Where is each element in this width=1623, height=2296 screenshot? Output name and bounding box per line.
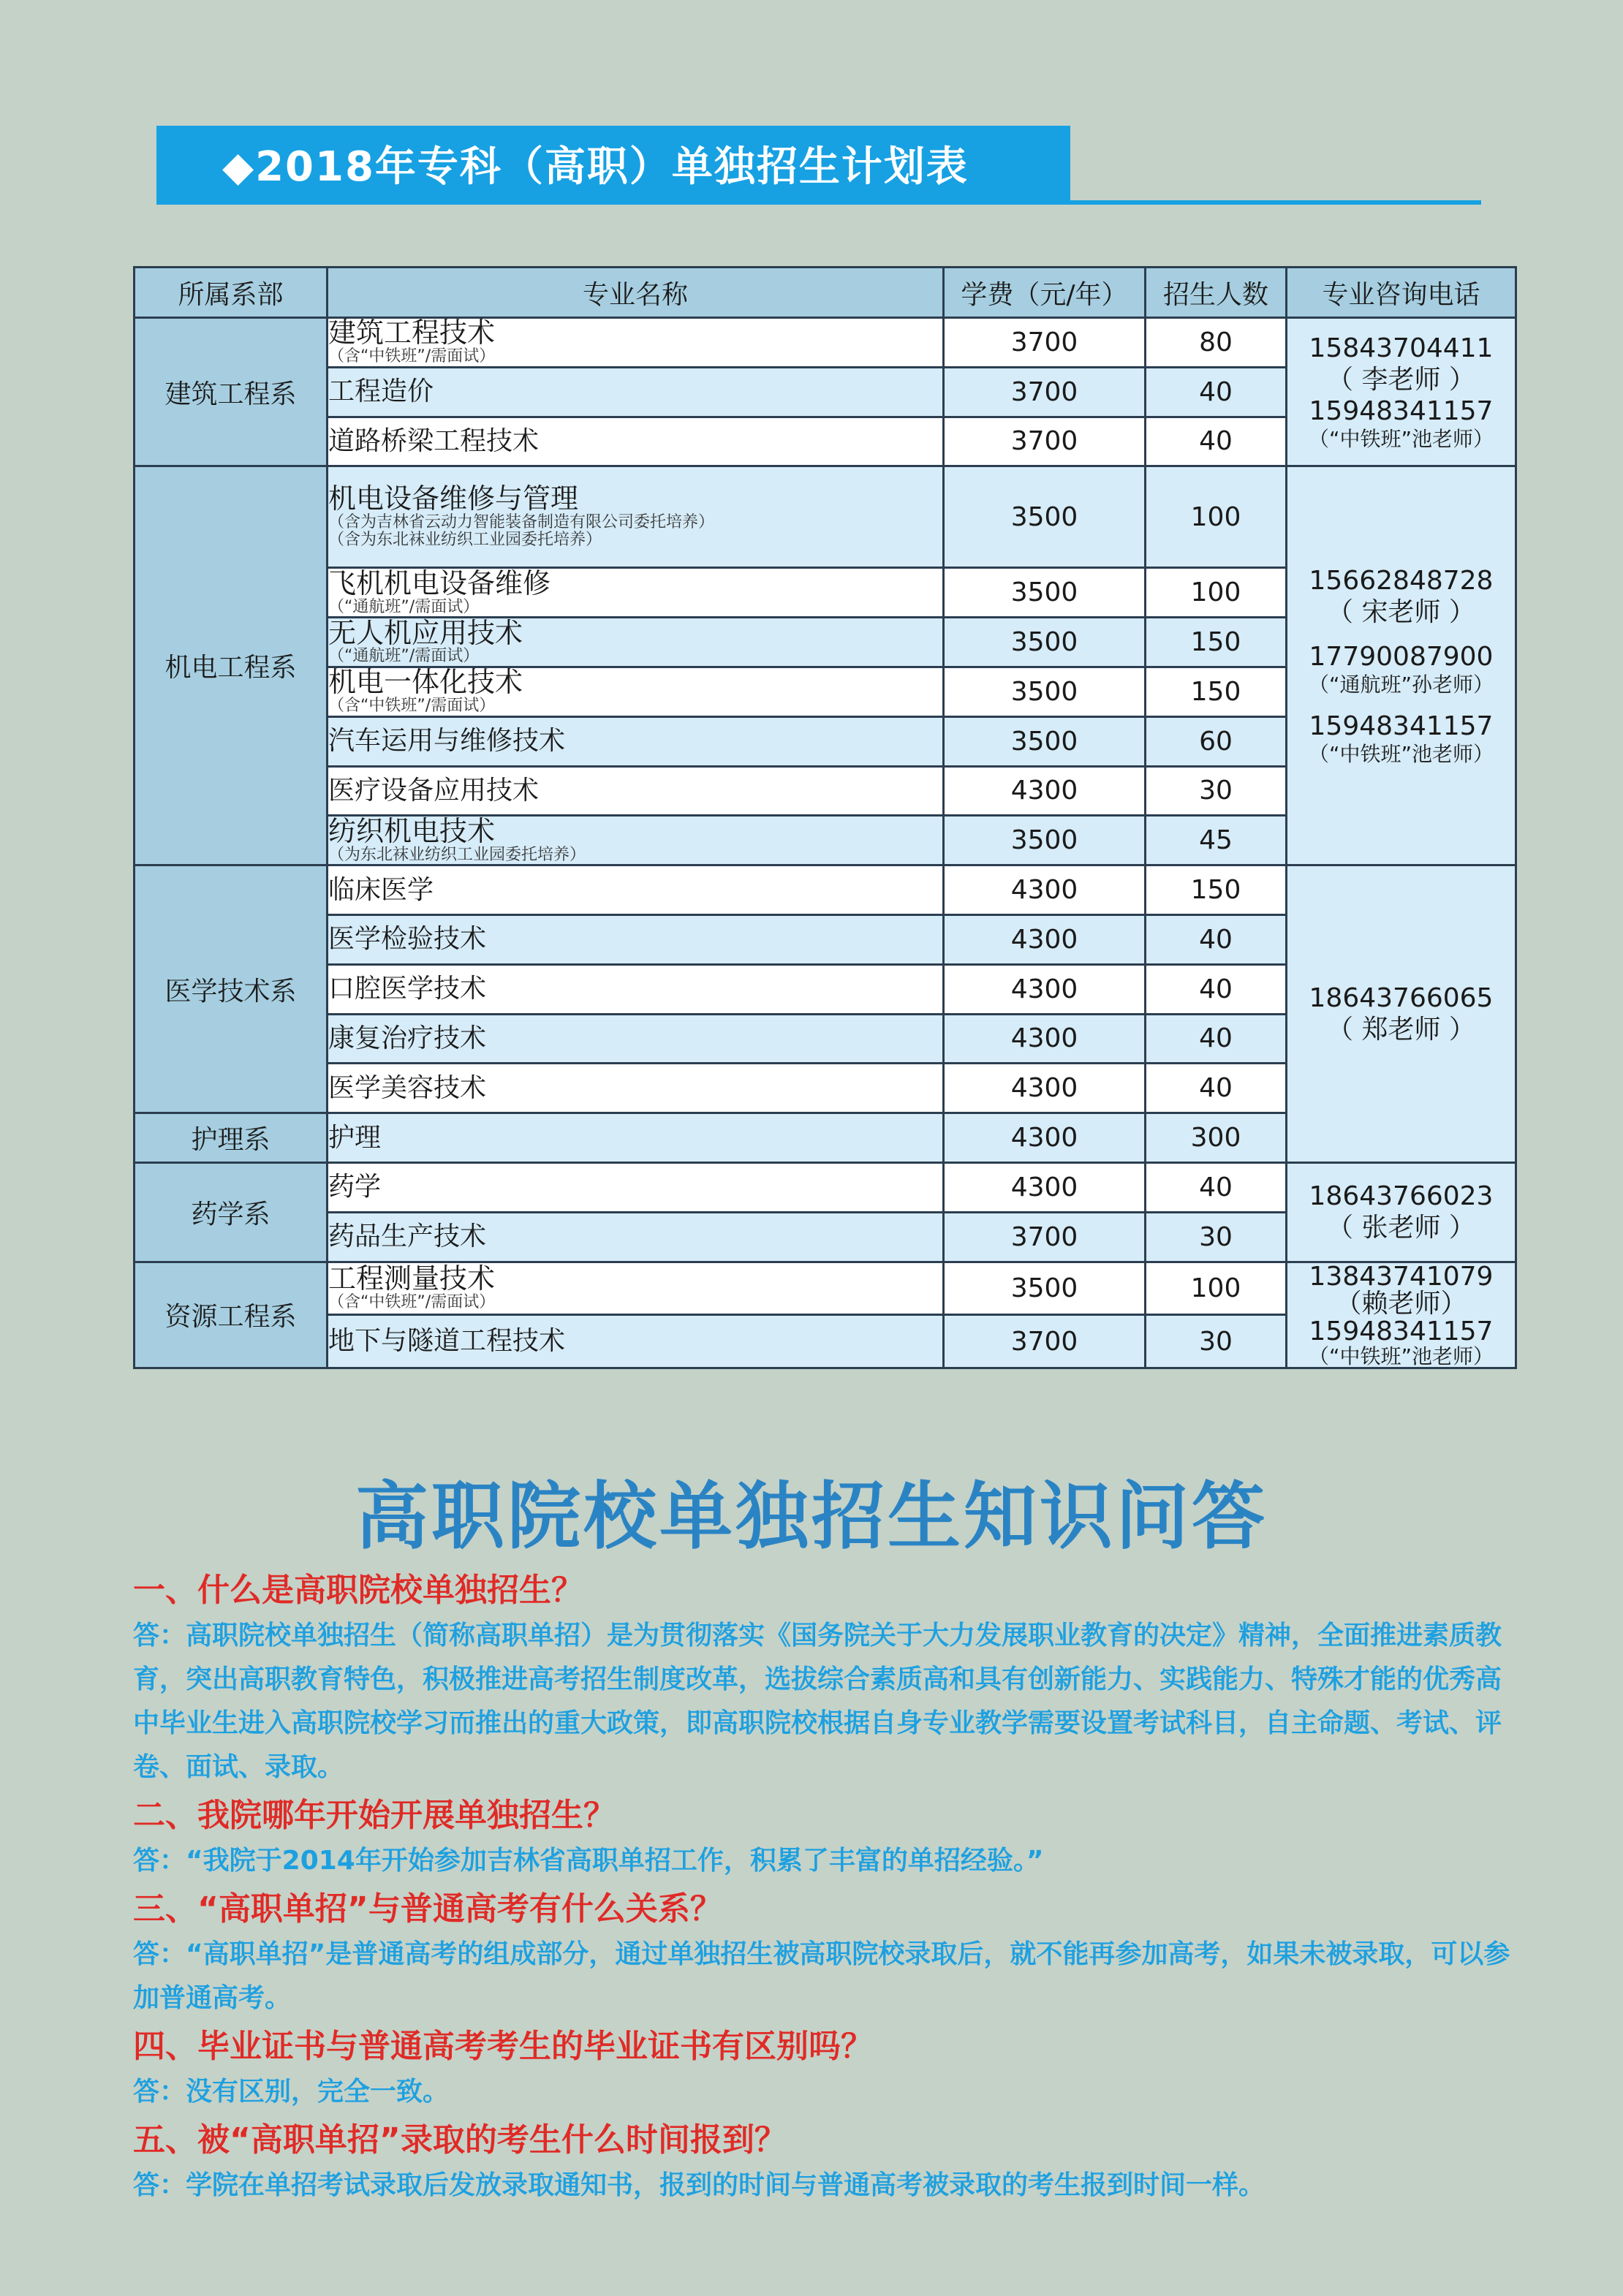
fee-cell: 3500 <box>944 816 1146 865</box>
answer: 答：没有区别，完全一致。 <box>133 2077 450 2107</box>
answer: 答：“我院于2014年开始参加吉林省高职单招工作，积累了丰富的单招经验。” <box>133 1846 1044 1876</box>
table-row <box>135 466 1516 568</box>
table-row <box>135 318 1516 368</box>
table-row <box>135 1262 1516 1315</box>
answer: 答：学院在单招考试录取后发放录取通知书，报到的时间与普通高考被录取的考生报到时间一样。 <box>133 2170 1266 2200</box>
dept-cell: 机电工程系 <box>135 466 328 865</box>
fee-cell: 3700 <box>944 1212 1146 1262</box>
header-fee: 学费（元/年） <box>944 268 1146 318</box>
fee-cell: 3500 <box>944 716 1146 766</box>
count-cell: 40 <box>1146 964 1287 1014</box>
header-phone: 专业咨询电话 <box>1287 268 1516 318</box>
count-cell: 30 <box>1146 1315 1287 1368</box>
major-cell: 医学美容技术 <box>328 1064 944 1113</box>
fee-cell: 3700 <box>944 318 1146 368</box>
dept-cell: 资源工程系 <box>135 1262 328 1368</box>
major-cell: 建筑工程技术 （含“中铁班”/需面试） <box>328 318 944 368</box>
fee-cell: 3500 <box>944 466 1146 568</box>
count-cell: 40 <box>1146 367 1287 417</box>
count-cell: 60 <box>1146 716 1287 766</box>
enrollment-plan-table <box>133 266 1517 1369</box>
fee-cell: 4300 <box>944 914 1146 964</box>
question: 五、被“高职单招”录取的考生什么时间报到？ <box>133 2121 787 2159</box>
header-major: 专业名称 <box>328 268 944 318</box>
fee-cell: 4300 <box>944 766 1146 816</box>
question: 二、我院哪年开始开展单独招生？ <box>133 1797 616 1834</box>
count-cell: 40 <box>1146 914 1287 964</box>
phone-cell: 13843741079 （赖老师） 15948341157 （“中铁班”池老师） <box>1287 1262 1516 1368</box>
table-row <box>135 1162 1516 1212</box>
count-cell: 40 <box>1146 417 1287 466</box>
phone-cell: 18643766023 （ 张老师 ） <box>1287 1162 1516 1262</box>
count-cell: 100 <box>1146 568 1287 618</box>
count-cell: 100 <box>1146 466 1287 568</box>
major-cell: 口腔医学技术 <box>328 964 944 1014</box>
count-cell: 150 <box>1146 865 1287 915</box>
count-cell: 30 <box>1146 766 1287 816</box>
qa-section-title: 高职院校单独招生知识问答 <box>355 1474 1268 1559</box>
dept-cell: 药学系 <box>135 1162 328 1262</box>
fee-cell: 3500 <box>944 1262 1146 1315</box>
header-count: 招生人数 <box>1146 268 1287 318</box>
fee-cell: 4300 <box>944 1162 1146 1212</box>
major-cell: 飞机机电设备维修 （“通航班”/需面试） <box>328 568 944 618</box>
dept-cell: 医学技术系 <box>135 865 328 1113</box>
header-dept: 所属系部 <box>135 268 328 318</box>
major-cell: 机电一体化技术 （含“中铁班”/需面试） <box>328 667 944 716</box>
question: 三、“高职单招”与普通高考有什么关系？ <box>133 1890 722 1928</box>
fee-cell: 4300 <box>944 1064 1146 1113</box>
dept-cell: 建筑工程系 <box>135 318 328 466</box>
count-cell: 100 <box>1146 1262 1287 1315</box>
count-cell: 45 <box>1146 816 1287 865</box>
fee-cell: 4300 <box>944 1014 1146 1064</box>
count-cell: 30 <box>1146 1212 1287 1262</box>
major-cell: 机电设备维修与管理 （含为吉林省云动力智能装备制造有限公司委托培养） （含为东北袜业纺织工业园委托培养） <box>328 466 944 568</box>
count-cell: 150 <box>1146 667 1287 716</box>
major-cell: 临床医学 <box>328 865 944 915</box>
fee-cell: 3500 <box>944 618 1146 667</box>
phone-cell: 18643766065 （ 郑老师 ） <box>1287 865 1516 1163</box>
major-cell: 工程测量技术 （含“中铁班”/需面试） <box>328 1262 944 1315</box>
major-cell: 护理 <box>328 1113 944 1163</box>
count-cell: 40 <box>1146 1162 1287 1212</box>
fee-cell: 3700 <box>944 417 1146 466</box>
banner-title: ◆2018年专科（高职）单独招生计划表 <box>222 143 969 191</box>
count-cell: 150 <box>1146 618 1287 667</box>
major-cell: 医学检验技术 <box>328 914 944 964</box>
page-banner <box>156 126 1070 202</box>
fee-cell: 3500 <box>944 667 1146 716</box>
phone-cell: 15843704411 （ 李老师 ） 15948341157 （“中铁班”池老师） <box>1287 318 1516 466</box>
question: 四、毕业证书与普通高考考生的毕业证书有区别吗？ <box>133 2028 873 2065</box>
fee-cell: 4300 <box>944 1113 1146 1163</box>
major-cell: 工程造价 <box>328 367 944 417</box>
count-cell: 40 <box>1146 1064 1287 1113</box>
phone-cell: 15662848728 （ 宋老师 ） 17790087900 （“通航班”孙老师） 15948341157 （“中铁班”池老师） <box>1287 466 1516 865</box>
fee-cell: 3700 <box>944 1315 1146 1368</box>
banner-rule <box>156 200 1481 205</box>
fee-cell: 4300 <box>944 964 1146 1014</box>
major-cell: 药品生产技术 <box>328 1212 944 1262</box>
count-cell: 40 <box>1146 1014 1287 1064</box>
count-cell: 80 <box>1146 318 1287 368</box>
major-cell: 康复治疗技术 <box>328 1014 944 1064</box>
count-cell: 300 <box>1146 1113 1287 1163</box>
fee-cell: 3700 <box>944 367 1146 417</box>
dept-cell: 护理系 <box>135 1113 328 1163</box>
major-cell: 药学 <box>328 1162 944 1212</box>
answer: 答：高职院校单独招生（简称高职单招）是为贯彻落实《国务院关于大力发展职业教育的决定》精神，全面推进素质教育，突出高职教育特色，积极推进高考招生制度改革，选拔综合素质高和具有创新能力、实践能力、特殊才能的优秀高中毕业生进入高职院校学习而推出的重大政策，即高职院校根据自身专业教学需要设置考试科目，自主命题、考试、评卷、面试、录取。 <box>133 1621 1502 1782</box>
qa-list <box>133 1567 1522 2210</box>
fee-cell: 3500 <box>944 568 1146 618</box>
question: 一、什么是高职院校单独招生？ <box>133 1572 583 1609</box>
major-cell: 纺织机电技术 （为东北袜业纺织工业园委托培养） <box>328 816 944 865</box>
major-cell: 地下与隧道工程技术 <box>328 1315 944 1368</box>
major-cell: 汽车运用与维修技术 <box>328 716 944 766</box>
table-row <box>135 865 1516 915</box>
answer: 答：“高职单招”是普通高考的组成部分，通过单独招生被高职院校录取后，就不能再参加高考，如果未被录取，可以参加普通高考。 <box>133 1939 1510 2013</box>
major-cell: 医疗设备应用技术 <box>328 766 944 816</box>
major-cell: 道路桥梁工程技术 <box>328 417 944 466</box>
major-cell: 无人机应用技术 （“通航班”/需面试） <box>328 618 944 667</box>
fee-cell: 4300 <box>944 865 1146 915</box>
table-header-row <box>135 268 1516 318</box>
